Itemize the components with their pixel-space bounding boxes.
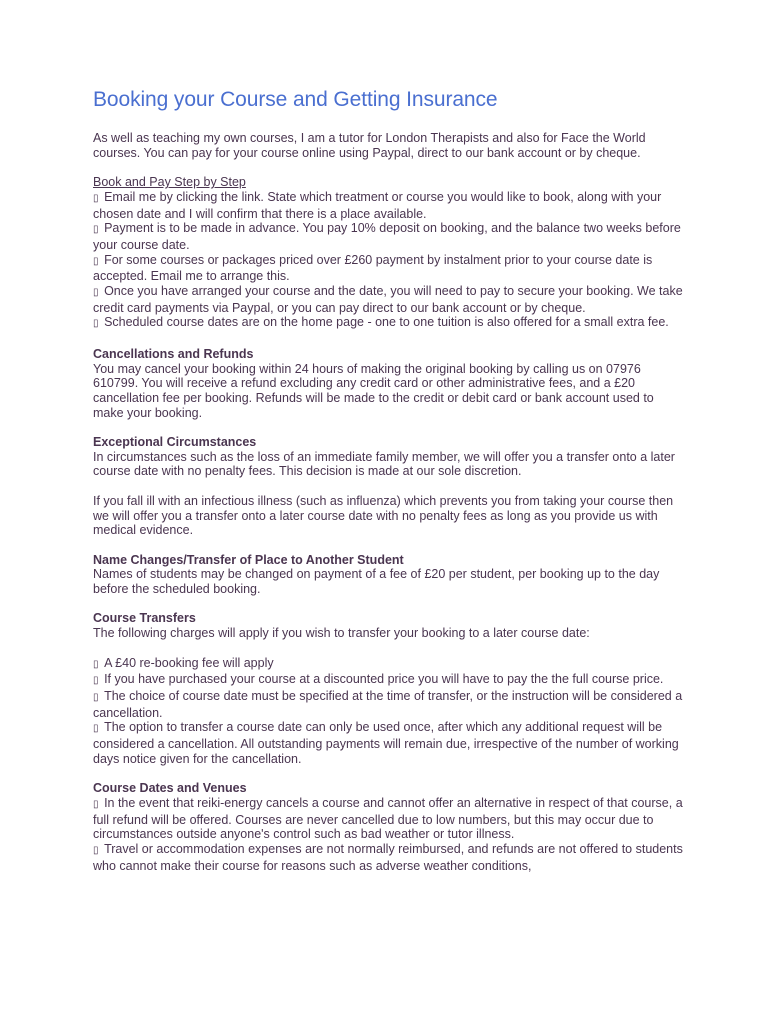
document-content <box>93 86 685 873</box>
cancellations-text: You may cancel your booking within 24 hours of making the original booking by calling us on 07976 610799. You will receive a refund excluding any credit card or other administrative fees, and a £20 cancellation fee per booking. Refunds will be made to the credit or debit card or bank account used to make your booking. <box>93 361 654 420</box>
dates-venues-heading: Course Dates and Venues <box>93 781 247 796</box>
transfers-heading: Course Transfers <box>93 611 196 626</box>
transfers-item: ▯ The choice of course date must be specified at the time of transfer, or the instruction will be considered a cancellation. <box>93 689 685 720</box>
transfers-item: ▯ A £40 re-booking fee will apply <box>93 656 685 673</box>
cancellations-heading: Cancellations and Refunds <box>93 346 254 361</box>
exceptional-text-1: In circumstances such as the loss of an immediate family member, we will offer you a transfer onto a later course date with no penalty fees. This decision is made at our sole discretion. <box>93 449 675 479</box>
page-title: Booking your Course and Getting Insurance <box>93 88 498 111</box>
dates-venues-item: ▯ In the event that reiki-energy cancels a course and cannot offer an alternative in respect of that course, a full refund will be offered. Courses are never cancelled due to low numbers, but this may occur due to circumstances outside anyone's control such as bad weather or tutor illness. <box>93 796 685 842</box>
exceptional-heading: Exceptional Circumstances <box>93 435 257 450</box>
book-pay-item: ▯ For some courses or packages priced over £260 payment by instalment prior to your course date is accepted. Email me to arrange this. <box>93 253 685 284</box>
transfers-item: ▯ The option to transfer a course date can only be used once, after which any additional request will be considered a cancellation. All outstanding payments will remain due, irrespective of the number of working days notice given for the cancellation. <box>93 720 685 766</box>
exceptional-text-2: If you fall ill with an infectious illness (such as influenza) which prevents you from taking your course then we will offer you a transfer onto a later course date with no penalty fees as long as you provide us with medical evidence. <box>93 493 674 538</box>
book-pay-item: ▯ Payment is to be made in advance. You pay 10% deposit on booking, and the balance two weeks before your course date. <box>93 221 685 252</box>
transfers-text: The following charges will apply if you wish to transfer your booking to a later course date: <box>93 626 590 641</box>
book-pay-item: ▯ Once you have arranged your course and the date, you will need to pay to secure your booking. We take credit card payments via Paypal, or you can pay direct to our bank account or by cheque. <box>93 284 685 315</box>
book-pay-item: ▯ Scheduled course dates are on the home page - one to one tuition is also offered for a small extra fee. <box>93 315 685 332</box>
book-pay-item: ▯ Email me by clicking the link. State which treatment or course you would like to book, along with your chosen date and I will confirm that there is a place available. <box>93 190 685 221</box>
transfers-item: ▯ If you have purchased your course at a discounted price you will have to pay the the full course price. <box>93 672 685 689</box>
dates-venues-item: ▯ Travel or accommodation expenses are not normally reimbursed, and refunds are not offered to students who cannot make their course for reasons such as adverse weather conditions, <box>93 842 685 873</box>
book-pay-heading: Book and Pay Step by Step <box>93 175 246 190</box>
intro-paragraph: As well as teaching my own courses, I am a tutor for London Therapists and also for Face the World courses. You can pay for your course online using Paypal, direct to our bank account or by cheque. <box>93 131 646 160</box>
name-changes-text: Names of students may be changed on payment of a fee of £20 per student, per booking up to the day before the scheduled booking. <box>93 567 660 597</box>
name-changes-heading: Name Changes/Transfer of Place to Another Student <box>93 552 404 567</box>
